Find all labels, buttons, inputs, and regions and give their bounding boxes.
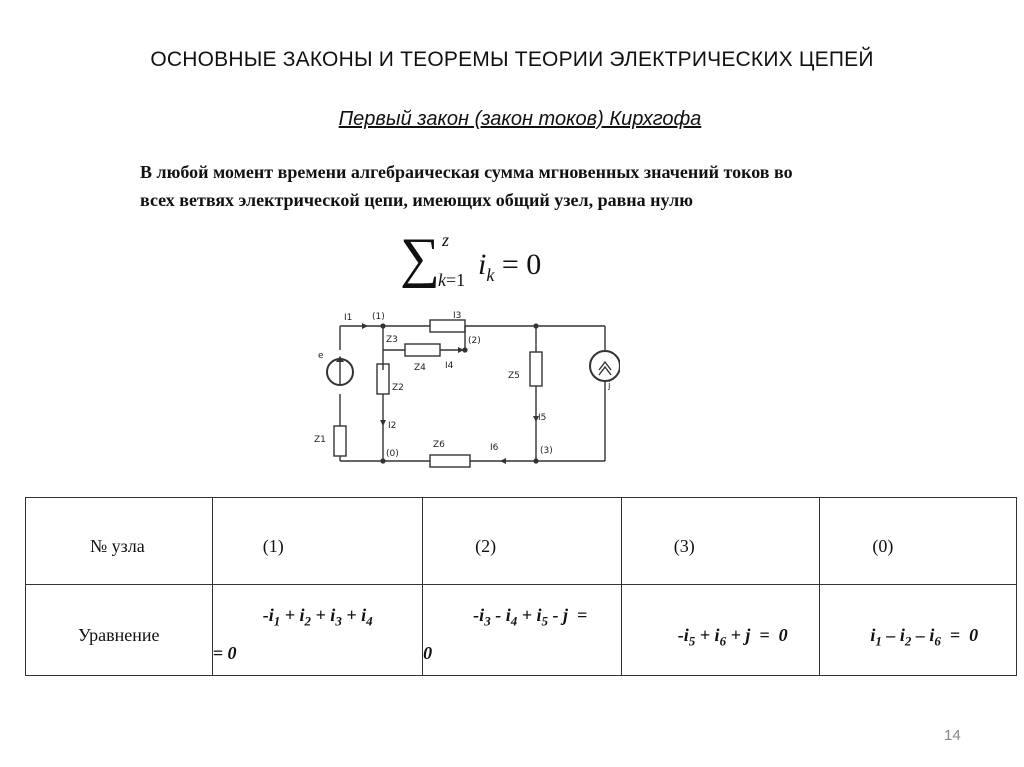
- label-node0: (0): [386, 449, 399, 459]
- current-arrow-i2: [380, 420, 386, 426]
- table-cell: [212, 585, 422, 676]
- node-label: (3): [673, 536, 695, 556]
- statement-line-2: всех ветвях электрической цепи, имеющих общий узел, равна нулю: [140, 190, 693, 210]
- node-label: (0): [872, 536, 894, 556]
- label-j: j: [608, 381, 611, 391]
- equation-node-3: $-i_5 + i_6 + j = 0$: [677, 625, 788, 649]
- slide-subtitle: Первый закон (закон токов) Кирхгофа: [338, 108, 702, 130]
- label-i5: I5: [538, 413, 547, 423]
- resistor-z1: [334, 426, 346, 456]
- label-e: e: [318, 351, 324, 361]
- law-statement: [140, 158, 1000, 214]
- formula-variable: i: [478, 248, 487, 281]
- node-label: (2): [475, 536, 497, 556]
- label-node1: (1): [372, 312, 385, 322]
- table-cell: [423, 498, 622, 585]
- label-i6: I6: [490, 443, 499, 453]
- resistor-z5: [530, 352, 542, 386]
- label-z4: Z4: [414, 363, 426, 373]
- node-1-dot: [380, 323, 385, 328]
- resistor-z4: [405, 344, 440, 356]
- sum-symbol: ∑: [400, 227, 440, 289]
- equation-node-1-tail: = 0: [212, 643, 237, 663]
- label-z6: Z6: [433, 440, 445, 450]
- label-node3: (3): [540, 446, 553, 456]
- sum-index-start: =1: [446, 270, 466, 290]
- current-arrow-i6: [500, 458, 506, 464]
- equation-node-2-tail: 0: [423, 643, 433, 663]
- label-i4: I4: [445, 361, 454, 371]
- label-i3: I3: [453, 311, 462, 321]
- table-cell: [820, 498, 1017, 585]
- formula-rhs: = 0: [494, 248, 542, 281]
- table-cell: [423, 585, 622, 676]
- resistor-z3: [430, 320, 465, 332]
- node-3-dot: [533, 458, 538, 463]
- sum-lower-limit: [438, 270, 465, 291]
- equation-node-1: $-i_1 + i_2 + i_3 + i_4$: [262, 605, 373, 629]
- current-arrow-i1: [362, 323, 368, 329]
- statement-line-1: В любой момент времени алгебраическая сумма мгновенных значений токов во: [140, 162, 793, 182]
- label-z2: Z2: [392, 383, 404, 393]
- table-cell: [820, 585, 1017, 676]
- table-row: [26, 585, 1017, 676]
- table-cell: [26, 498, 213, 585]
- kirchhoff-formula: [400, 227, 600, 300]
- circuit-diagram: [300, 300, 620, 475]
- node-equations-table: [25, 497, 1017, 676]
- label-i2: I2: [388, 421, 397, 431]
- equation-node-0: $i_1 - i_2 - i_6 = 0$: [870, 625, 979, 649]
- table-cell: [26, 585, 213, 676]
- node-label: (1): [262, 536, 284, 556]
- table-header-row: [26, 498, 1017, 585]
- sum-index: k: [438, 270, 446, 290]
- table-cell: [621, 498, 820, 585]
- label-node2: (2): [468, 336, 481, 346]
- label-i1: I1: [344, 313, 353, 323]
- junction-dot: [533, 323, 538, 328]
- node-number-header: № узла: [90, 536, 145, 556]
- resistor-z6: [430, 455, 470, 467]
- formula-body: [478, 248, 541, 286]
- label-z1: Z1: [314, 435, 326, 445]
- formula-subscript: k: [486, 265, 495, 285]
- slide-title: ОСНОВНЫЕ ЗАКОНЫ И ТЕОРЕМЫ ТЕОРИИ ЭЛЕКТРИЧЕСКИХ ЦЕПЕЙ: [150, 48, 874, 71]
- page-number: 14: [944, 727, 961, 744]
- table-cell: [212, 498, 422, 585]
- node-0-dot: [380, 458, 385, 463]
- table-cell: [621, 585, 820, 676]
- equation-row-label: Уравнение: [78, 625, 160, 645]
- node-2-dot: [462, 347, 467, 352]
- label-z5: Z5: [508, 371, 520, 381]
- equation-node-2: $-i_3 - i_4 + i_5 - j$ =: [473, 605, 588, 629]
- label-z3: Z3: [386, 335, 398, 345]
- sum-upper-limit: z: [442, 230, 450, 250]
